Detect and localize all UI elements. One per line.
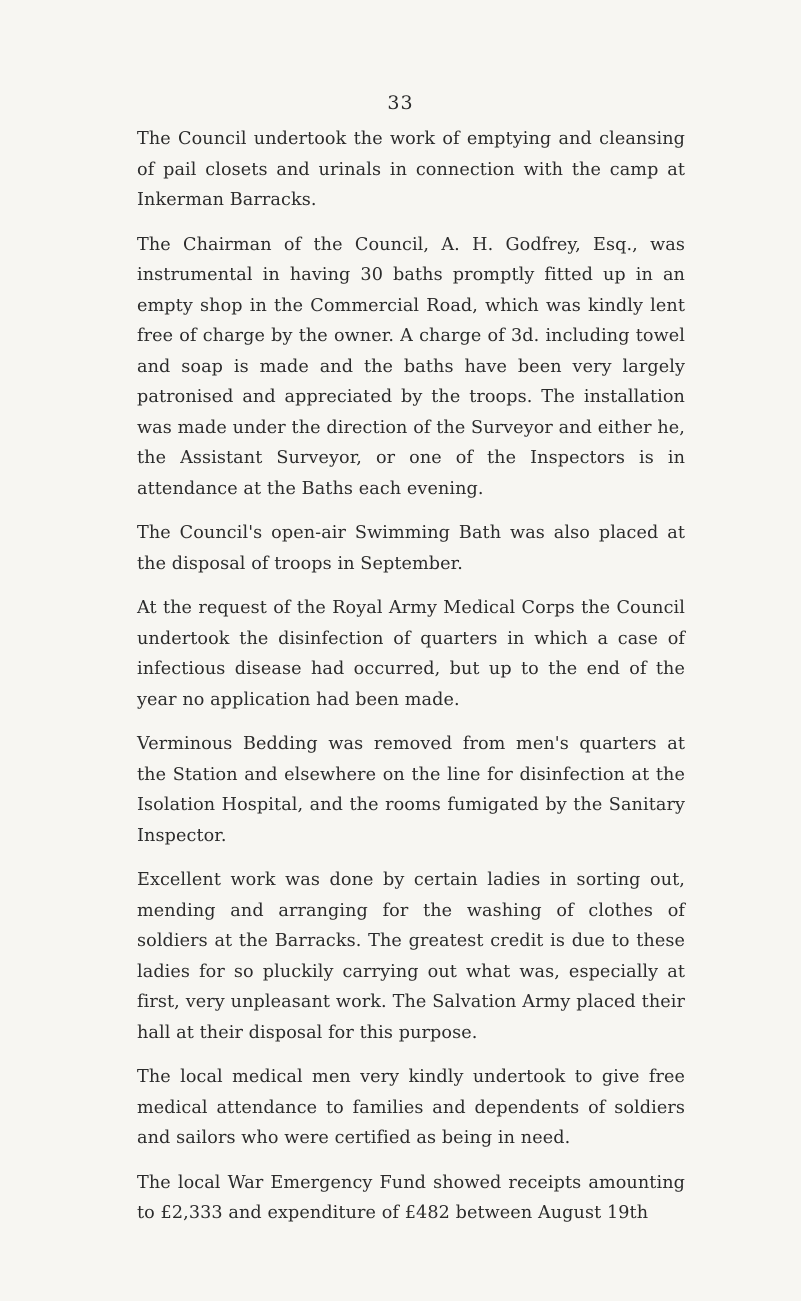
paragraph-ladies-work: Excellent work was done by certain ladies in sorting out, mending and arranging for the washing of clothes of soldiers at the Barracks. The greatest credit is due to these ladies for so pluckily carrying out what was, especially at first, very unpleasant work. The Salvation Army placed their hall at their disposal for this purpose. <box>137 870 685 1043</box>
paragraph-swimming-bath: The Council's open-air Swimming Bath was also placed at the disposal of troops in September. <box>137 523 685 574</box>
paragraph-disinfection: At the request of the Royal Army Medical Corps the Council undertook the disinfection of quarters in which a case of infectious disease had occurred, but up to the end of the year no application had been made. <box>137 598 685 710</box>
paragraph-emergency-fund: The local War Emergency Fund showed receipts amounting to £2,333 and expenditure of £482 between August 19th <box>137 1172 685 1223</box>
paragraph-medical-attendance: The local medical men very kindly undertook to give free medical attendance to families and dependents of soldiers and sailors who were certified as being in need. <box>137 1067 685 1148</box>
paragraph-verminous-bedding: Verminous Bedding was removed from men's quarters at the Station and elsewhere on the line for disinfection at the Isolation Hospital, and the rooms fumigated by the Sanitary Inspector. <box>137 734 685 846</box>
paragraph-camp-cleansing: The Council undertook the work of emptying and cleansing of pail closets and urinals in connection with the camp at Inkerman Barracks. <box>137 129 685 210</box>
page-number: 33 <box>387 92 414 114</box>
paragraph-baths: The Chairman of the Council, A. H. Godfrey, Esq., was instrumental in having 30 baths promptly fitted up in an empty shop in the Commercial Road, which was kindly lent free of charge by the owner. A charge of 3d. including towel and soap is made and the baths have been very largely patronised and appreciated by the troops. The installation was made under the direction of the Surveyor and either he, the Assistant Surveyor, or one of the Inspectors is in attendance at the Baths each evening. <box>137 234 685 499</box>
body-text <box>137 124 685 1243</box>
